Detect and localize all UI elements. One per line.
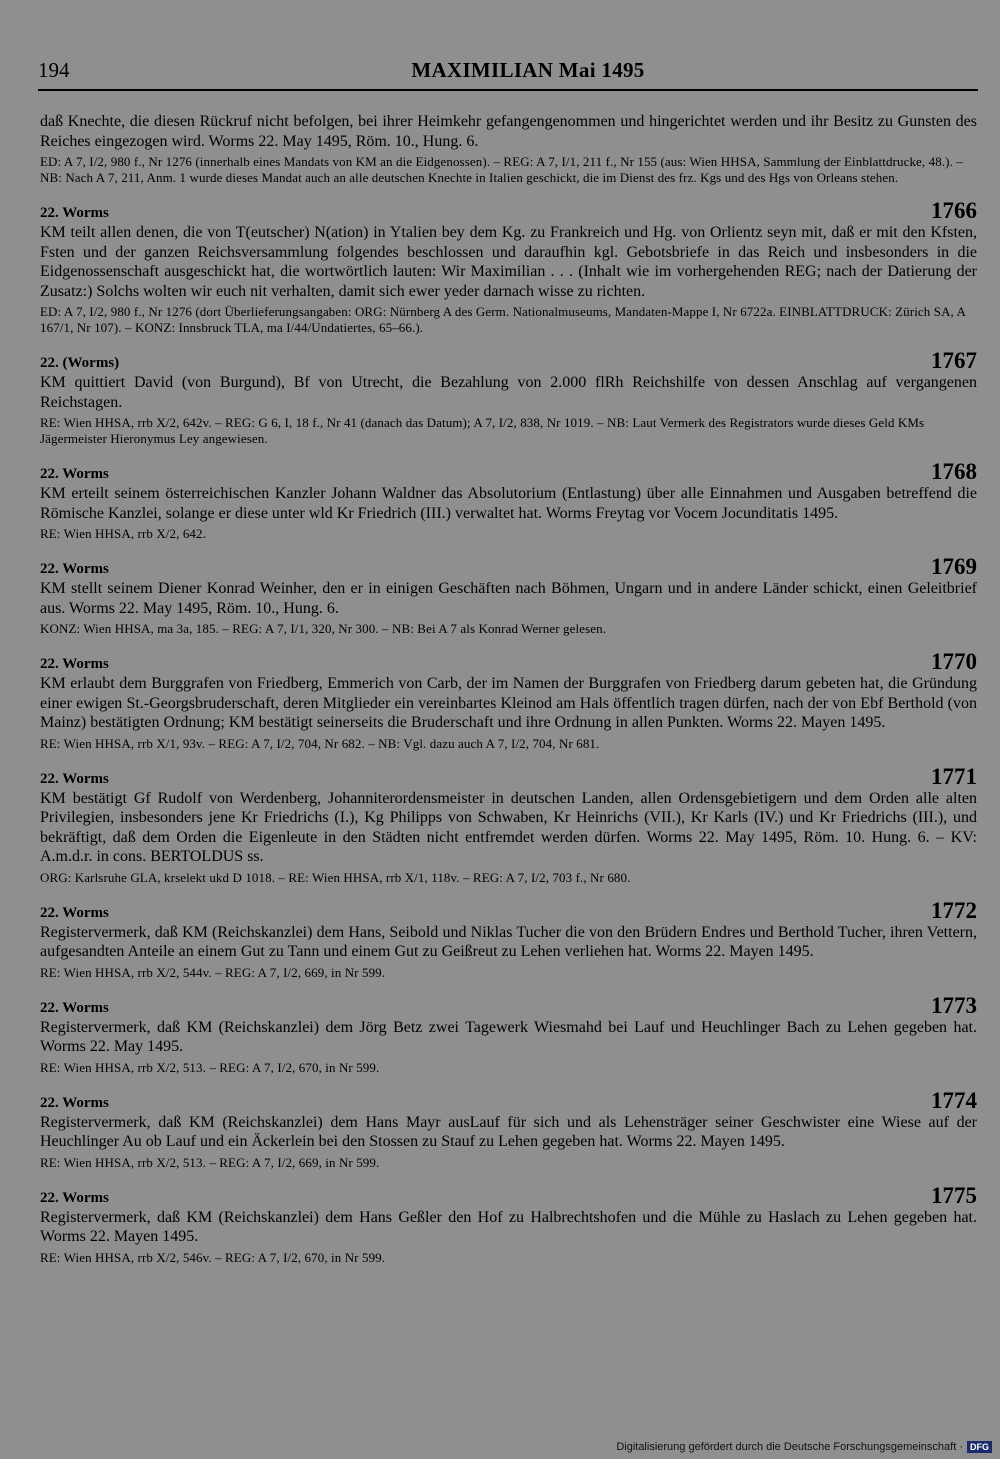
entry-place: 22. Worms (40, 904, 109, 921)
entry-number: 1772 (931, 897, 977, 923)
entry-note: RE: Wien HHSA, rrb X/2, 513. – REG: A 7, I/2, 669, in Nr 599. (40, 1154, 380, 1170)
regest-entry (40, 349, 977, 447)
entry-place: 22. Worms (40, 656, 109, 672)
entry-text: KM quittiert David (von Burgund), Bf von Utrecht, die Bezahlung von 2.000 flRh Reichshilfe von dessen Anschlag auf vergangenen Reichstagen. (40, 374, 977, 411)
intro-text: daß Knechte, die diesen Rückruf nicht befolgen, bei ihrer Heimkehr gefangengenommen und hingerichtet werden und ihr Besitz zu Gunsten des Reiches eingezogen wird. Worms 22. May 1495, Röm. 10., Hung. 6. (40, 113, 977, 150)
entry-header (40, 650, 977, 674)
entry-header (40, 899, 977, 923)
entry-header (40, 765, 977, 789)
regest-entry (40, 199, 977, 336)
entry-text: KM stellt seinem Diener Konrad Weinher, den er in einigen Geschäften nach Böhmen, Ungarn und in andere Länder schickt, einen Geleitbrief aus. Worms 22. May 1495, Röm. 10., Hung. 6. (40, 580, 977, 617)
entry-note: RE: Wien HHSA, rrb X/2, 642. (40, 526, 206, 541)
entry-text: KM erlaubt dem Burggrafen von Friedberg, Emmerich von Carb, der im Namen der Burggrafen von Friedberg darum gebeten hat, die Gründung einer ewigen St.-Georgsbruderschaft, deren Mitglieder ein vereinbartes Kleinod am Hals öffentlich tragen dürfen, nach der von Ebf Berthold (von Mainz) bestätigten Ordnung; KM bestätigt seinerseits die Bruderschaft und ihre Ordnung in allen Punkten. Worms 22. Mayen 1495. (40, 675, 977, 731)
entry-number: 1775 (931, 1182, 977, 1208)
entry-number: 1773 (931, 992, 977, 1018)
entry-note: RE: Wien HHSA, rrb X/2, 513. – REG: A 7, I/2, 670, in Nr 599. (40, 1059, 380, 1075)
entry-header (40, 199, 977, 223)
entry-number: 1767 (931, 348, 977, 373)
entry-text: KM erteilt seinem österreichischen Kanzler Johann Waldner das Absolutorium (Entlastung) über alle Einnahmen und Ausgaben betreffend die Römische Kanzlei, solange er diese unter wld Kr Friedrich (III.) verwaltet hat. Worms Freytag vor Vocem Jocunditatis 1495. (40, 485, 977, 522)
entry-header (40, 460, 977, 484)
entry-header (40, 1089, 977, 1113)
entry-text: Registervermerk, daß KM (Reichskanzlei) dem Hans Geßler den Hof zu Halbrechtshofen und die Mühle zu Haslach zu Lehen gegeben hat. Worms 22. Mayen 1495. (40, 1208, 977, 1245)
entry-place: 22. Worms (40, 205, 109, 221)
regest-entry (40, 994, 977, 1076)
regest-entry (40, 555, 977, 637)
entry-text: KM teilt allen denen, die von T(eutscher) N(ation) in Ytalien bey dem Kg. zu Frankreich und Hg. von Orlientz seyn mit, daß er mit den Kfsten, Fsten und der ganzen Reichsversammlung folgendes beschlossen und daraufhin kgl. Gebotsbriefe in das Reich und insbesonders in die Eidgenossenschaft ausgeschickt hat, die wortwörtlich lauten: Wir Maximilian . . . (Inhalt wie im vorhergehenden REG; nach der Datierung der Zusatz:) Solchs wolten wir euch nit verhalten, damit sich ewer yeder darnach wisse zu richten. (40, 224, 977, 300)
page-number: 194 (38, 58, 70, 82)
entry-place: 22. Worms (40, 1189, 109, 1206)
regest-entry (40, 899, 977, 981)
entry-text: Registervermerk, daß KM (Reichskanzlei) dem Hans, Seibold und Niklas Tucher die von den Brüdern Endres und Berthold Tucher, ihren Vettern, aufgesandten Anteile an einem Gut zu Tann und einem Gut zu Geißreut zu Lehen verliehen hat. Worms 22. Mayen 1495. (40, 923, 977, 960)
entry-place: 22. Worms (40, 466, 109, 482)
entry-note: RE: Wien HHSA, rrb X/1, 93v. – REG: A 7, I/2, 704, Nr 682. – NB: Vgl. dazu auch A 7, I/2, 704, Nr 681. (40, 735, 600, 751)
footer-text: Digitalisierung gefördert durch die Deutsche Forschungsgemeinschaft · (616, 1441, 963, 1453)
entry-header (40, 349, 977, 373)
entry-number: 1774 (931, 1087, 977, 1113)
running-title: MAXIMILIAN Mai 1495 (411, 58, 645, 82)
entry-number: 1766 (931, 198, 977, 223)
entry-place: 22. Worms (40, 770, 109, 787)
dfg-logo: DFG (967, 1441, 992, 1453)
entry-number: 1769 (931, 554, 977, 579)
entry-note: ED: A 7, I/2, 980 f., Nr 1276 (dort Überlieferungsangaben: ORG: Nürnberg A des Germ. Nationalmuseums, Mandaten-Mappe I, Nr 6722a. EINBLATTDRUCK: Zürich SA, A 167/1, Nr 107). – KONZ: Innsbruck TLA, ma I/44/Undatiertes, 65–66.). (40, 304, 966, 335)
entry-header (40, 1184, 977, 1208)
entry-number: 1770 (931, 649, 977, 674)
header-rule (38, 89, 978, 91)
regest-entry (40, 1089, 977, 1171)
entry-note: RE: Wien HHSA, rrb X/2, 642v. – REG: G 6, I, 18 f., Nr 41 (danach das Datum); A 7, I/2, 838, Nr 1019. – NB: Laut Vermerk des Registrators wurde dieses Geld KMs Jägermeister Hieronymus Ley angewiesen. (40, 415, 925, 446)
footer (616, 1441, 992, 1453)
intro-note: ED: A 7, I/2, 980 f., Nr 1276 (innerhalb eines Mandats von KM an die Eidgenossen). – REG: A 7, I/1, 211 f., Nr 155 (aus: Wien HHSA, Sammlung der Einblattdrucke, 48.). – NB: Nach A 7, 211, Anm. 1 wurde dieses Mandat auch an alle deutschen Knechte in Italien geschickt, die im Dienst des frz. Kgs und des Hgs von Orleans stehen. (40, 154, 963, 185)
entry-text: Registervermerk, daß KM (Reichskanzlei) dem Hans Mayr ausLauf für sich und als Lehensträger seiner Geschwister eine Wiese auf der Heuchlinger Au ob Lauf und ein Äckerlein bei den Stossen zu Stauf zu Lehen gegeben hat. Worms 22. Mayen 1495. (40, 1113, 977, 1150)
entry-note: RE: Wien HHSA, rrb X/2, 546v. – REG: A 7, I/2, 670, in Nr 599. (40, 1249, 386, 1265)
entry-header (40, 555, 977, 579)
regest-entry (40, 1184, 977, 1266)
regest-entry (40, 650, 977, 752)
regest-entry (40, 765, 977, 886)
regesta-list (40, 112, 977, 1266)
entry-text: KM bestätigt Gf Rudolf von Werdenberg, Johanniterordensmeister in deutschen Landen, allen Ordensgebietigern und dem Orden alle alten Privilegien, insbesonders jene Kr Friedrichs (I.), Kg Philipps von Schwaben, Kr Heinrichs (VII.), Kr Karls (IV.) und Kr Friedrichs (III.), und bekräftigt, daß dem Orden die Eigenleute in den Städten nicht entfremdet werden dürfen. Worms 22. May 1495, Röm. 10. Hung. 6. – KV: A.m.d.r. in cons. BERTOLDUS ss. (40, 789, 977, 865)
entry-header (40, 994, 977, 1018)
entry-text: Registervermerk, daß KM (Reichskanzlei) dem Jörg Betz zwei Tagewerk Wiesmahd bei Lauf und Heuchlinger Bach zu Lehen gegeben hat. Worms 22. May 1495. (40, 1018, 977, 1055)
regest-entry (40, 460, 977, 542)
entry-place: 22. (Worms) (40, 355, 120, 371)
entry-place: 22. Worms (40, 561, 109, 577)
entries (40, 199, 977, 1266)
entry-note: RE: Wien HHSA, rrb X/2, 544v. – REG: A 7, I/2, 669, in Nr 599. (40, 964, 386, 980)
page-header (38, 58, 978, 88)
entry-number: 1771 (931, 763, 977, 789)
entry-place: 22. Worms (40, 999, 109, 1016)
entry-place: 22. Worms (40, 1094, 109, 1111)
entry-number: 1768 (931, 459, 977, 484)
entry-note: ORG: Karlsruhe GLA, krselekt ukd D 1018. – RE: Wien HHSA, rrb X/1, 118v. – REG: A 7, I/2, 703 f., Nr 680. (40, 869, 631, 885)
entry-note: KONZ: Wien HHSA, ma 3a, 185. – REG: A 7, I/1, 320, Nr 300. – NB: Bei A 7 als Konrad Werner gelesen. (40, 621, 607, 636)
